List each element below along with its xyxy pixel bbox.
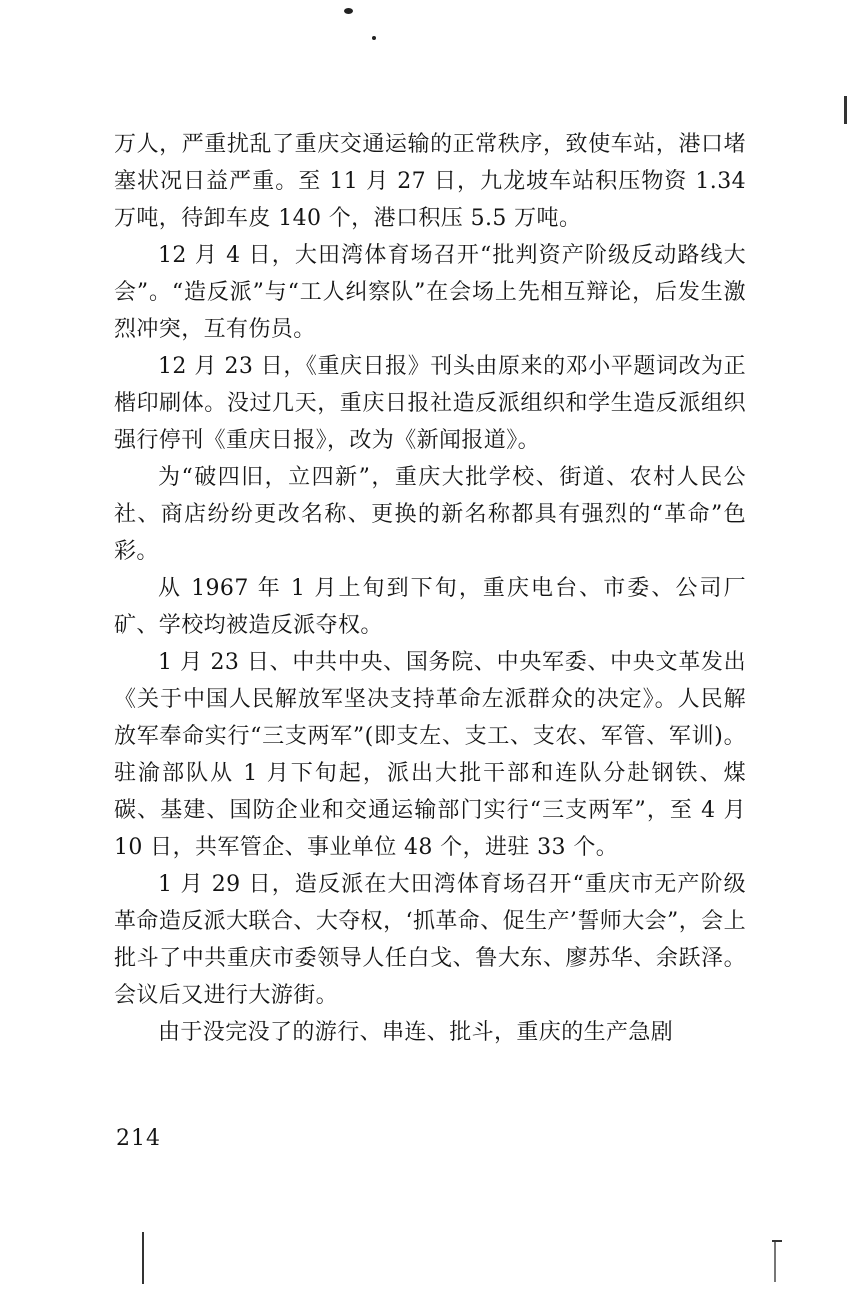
scan-speck: [344, 8, 353, 14]
paragraph: 12 月 23 日，《重庆日报》刊头由原来的邓小平题词改为正楷印刷体。没过几天，重庆日报社造反派组织和学生造反派组织强行停刊《重庆日报》，改为《新闻报道》。: [114, 354, 746, 453]
paragraph: 12 月 4 日，大田湾体育场召开“批判资产阶级反动路线大会”。“造反派”与“工人纠察队”在会场上先相互辩论，后发生激烈冲突，互有伤员。: [114, 243, 746, 342]
scan-edge-mark: [774, 1242, 776, 1282]
page-body: [114, 126, 746, 1051]
paragraph: 由于没完没了的游行、串连、批斗，重庆的生产急剧: [158, 1020, 674, 1045]
paragraph: 从 1967 年 1 月上旬到下旬，重庆电台、市委、公司厂矿、学校均被造反派夺权。: [114, 576, 746, 638]
paragraph: 为“破四旧，立四新”，重庆大批学校、街道、农村人民公社、商店纷纷更改名称、更换的新名称都具有强烈的“革命”色彩。: [114, 465, 746, 564]
scan-edge-mark: [142, 1232, 144, 1284]
paragraph: 1 月 29 日，造反派在大田湾体育场召开“重庆市无产阶级革命造反派大联合、大夺权，‘抓革命、促生产’誓师大会”，会上批斗了中共重庆市委领导人任白戈、鲁大东、廖苏华、余跃泽。会议后又进行大游街。: [114, 872, 746, 1008]
paragraph: 万人，严重扰乱了重庆交通运输的正常秩序，致使车站，港口堵塞状况日益严重。至 11 月 27 日，九龙坡车站积压物资 1.34 万吨，待卸车皮 140 个，港口积压 5.5 万吨。: [114, 132, 746, 231]
scan-edge-mark: [844, 96, 847, 124]
scan-speck: [372, 36, 376, 40]
page-number: 214: [116, 1126, 161, 1151]
paragraph: 1 月 23 日、中共中央、国务院、中央军委、中央文革发出《关于中国人民解放军坚决支持革命左派群众的决定》。人民解放军奉命实行“三支两军”(即支左、支工、支农、军管、军训)。驻渝部队从 1 月下旬起，派出大批干部和连队分赴钢铁、煤碳、基建、国防企业和交通运输部门实行“三支两军”，至 4 月 10 日，共军管企、事业单位 48 个，进驻 33 个。: [114, 650, 746, 860]
